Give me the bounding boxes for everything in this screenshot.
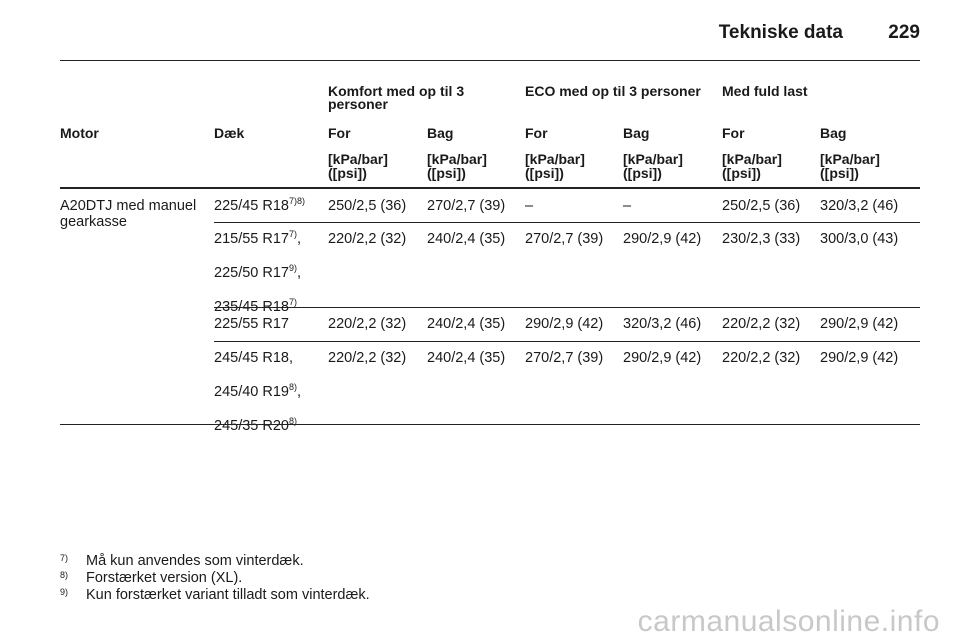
page-header bbox=[0, 22, 920, 52]
pressure-value: 300/3,0 (43) bbox=[820, 231, 899, 247]
column-header-full-front: For bbox=[722, 125, 745, 141]
pressure-value: 220/2,2 (32) bbox=[328, 350, 407, 366]
table-bottom-rule bbox=[60, 424, 920, 425]
watermark: carmanualsonline.info bbox=[637, 605, 940, 638]
pressure-value: 220/2,2 (32) bbox=[722, 350, 801, 366]
engine-label: A20DTJ med manuel gearkasse bbox=[60, 198, 197, 230]
column-header-motor: Motor bbox=[60, 125, 99, 141]
pressure-value: 220/2,2 (32) bbox=[722, 316, 801, 332]
footnote-ref: 7)8) bbox=[288, 196, 305, 206]
unit-label: [kPa/bar] ([psi]) bbox=[427, 151, 487, 181]
tire-size: 225/50 R17$^{9)}$, bbox=[214, 263, 302, 281]
tire-size-text: 225/45 R18 bbox=[214, 198, 289, 214]
unit-label: [kPa/bar] ([psi]) bbox=[328, 151, 388, 181]
group-header-full-load: Med fuld last bbox=[722, 83, 808, 99]
unit-label: [kPa/bar] ([psi]) bbox=[820, 151, 880, 181]
footnote-ref: 8) bbox=[288, 382, 297, 392]
tire-size-text: 225/50 R17 bbox=[214, 265, 289, 281]
tire-size-text: 245/40 R19 bbox=[214, 384, 289, 400]
pressure-value: 250/2,5 (36) bbox=[328, 198, 407, 214]
tire-size bbox=[214, 316, 289, 332]
pressure-value: 290/2,9 (42) bbox=[623, 350, 702, 366]
page-number: 229 bbox=[888, 22, 920, 43]
footnote bbox=[60, 587, 370, 604]
pressure-value: 270/2,7 (39) bbox=[525, 231, 604, 247]
row-divider bbox=[214, 341, 920, 342]
row-divider bbox=[214, 307, 920, 308]
tire-size: 245/40 R19$^{8)}$, bbox=[214, 382, 302, 400]
tire-size bbox=[214, 198, 305, 214]
pressure-value: 220/2,2 (32) bbox=[328, 316, 407, 332]
section-title: Tekniske data bbox=[718, 22, 843, 43]
pressure-value: – bbox=[525, 198, 534, 214]
column-header-eco-front: For bbox=[525, 125, 548, 141]
tire-size-text: 225/55 R17 bbox=[214, 316, 289, 332]
unit-label: [kPa/bar] ([psi]) bbox=[722, 151, 782, 181]
footnote-text: Kun forstærket variant tilladt som vinterdæk. bbox=[86, 587, 370, 603]
footnote-text: Forstærket version (XL). bbox=[86, 570, 243, 586]
pressure-value: 270/2,7 (39) bbox=[427, 198, 506, 214]
group-header-eco: ECO med op til 3 personer bbox=[525, 83, 701, 99]
pressure-value: 320/3,2 (46) bbox=[820, 198, 899, 214]
pressure-value: 240/2,4 (35) bbox=[427, 231, 506, 247]
footnote-ref: 9) bbox=[288, 263, 297, 273]
column-header-comfort-rear: Bag bbox=[427, 125, 454, 141]
pressure-value: 240/2,4 (35) bbox=[427, 316, 506, 332]
footnote-text: Må kun anvendes som vinterdæk. bbox=[86, 553, 304, 569]
footnote-mark: 7) bbox=[60, 553, 69, 563]
pressure-value: 290/2,9 (42) bbox=[820, 316, 899, 332]
pressure-value: 230/2,3 (33) bbox=[722, 231, 801, 247]
unit-label: [kPa/bar] ([psi]) bbox=[525, 151, 585, 181]
tire-size-text: 245/45 R18 bbox=[214, 350, 289, 366]
footnote-mark: 9) bbox=[60, 587, 69, 597]
tire-size: 215/55 R17$^{7)}$, bbox=[214, 229, 302, 247]
column-header-comfort-front: For bbox=[328, 125, 351, 141]
row-divider bbox=[214, 222, 920, 223]
tire-size-text: 215/55 R17 bbox=[214, 231, 289, 247]
pressure-value: 240/2,4 (35) bbox=[427, 350, 506, 366]
pressure-value: 270/2,7 (39) bbox=[525, 350, 604, 366]
footnote bbox=[60, 553, 370, 570]
footnotes bbox=[60, 553, 370, 604]
footnote-ref: 7) bbox=[288, 297, 297, 307]
tire-size: 245/45 R18, bbox=[214, 350, 294, 366]
pressure-value: 220/2,2 (32) bbox=[328, 231, 407, 247]
tire-size-text: 245/35 R20 bbox=[214, 418, 289, 434]
pressure-value: 290/2,9 (42) bbox=[623, 231, 702, 247]
pressure-value: – bbox=[623, 198, 632, 214]
footnote bbox=[60, 570, 370, 587]
footnote-ref: 7) bbox=[288, 229, 297, 239]
table-header-rule bbox=[60, 187, 920, 189]
column-header-full-rear: Bag bbox=[820, 125, 847, 141]
unit-label: [kPa/bar] ([psi]) bbox=[623, 151, 683, 181]
footnote-mark: 8) bbox=[60, 570, 69, 580]
group-header-comfort: Komfort med op til 3 personer bbox=[328, 83, 465, 112]
column-header-tires: Dæk bbox=[214, 125, 245, 141]
footnote-ref: 8) bbox=[288, 416, 297, 426]
pressure-value: 290/2,9 (42) bbox=[525, 316, 604, 332]
tire-size-text: 235/45 R18 bbox=[214, 299, 289, 315]
header-rule bbox=[60, 60, 920, 61]
pressure-value: 320/3,2 (46) bbox=[623, 316, 702, 332]
column-header-eco-rear: Bag bbox=[623, 125, 650, 141]
pressure-value: 290/2,9 (42) bbox=[820, 350, 899, 366]
pressure-value: 250/2,5 (36) bbox=[722, 198, 801, 214]
tire-size bbox=[214, 418, 297, 434]
